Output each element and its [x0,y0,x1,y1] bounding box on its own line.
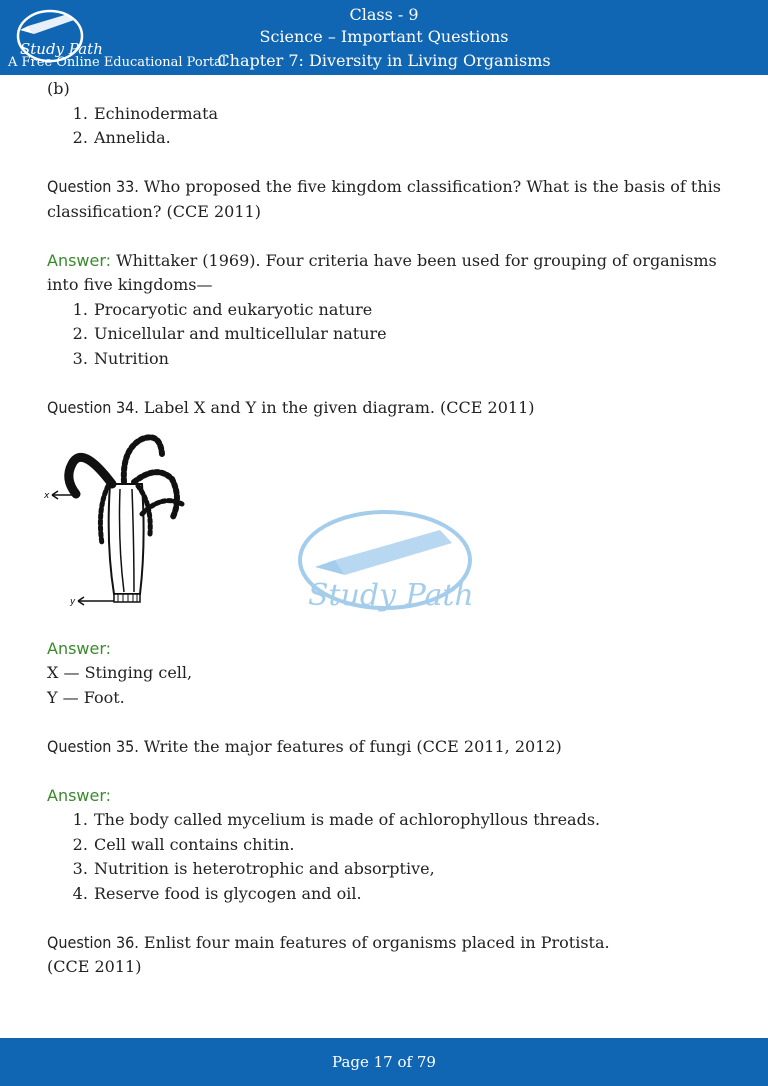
question-text: Label X and Y in the given diagram. (CCE 2011) [138,397,535,417]
question-36-source: (CCE 2011) [47,957,142,976]
question-label: Question 36. [47,932,139,952]
page-header [0,0,768,75]
question-36 [47,931,737,956]
question-34 [47,396,737,421]
question-label: Question 33. [47,177,139,196]
answer-line: X — Stinging cell, [47,663,193,682]
svg-text:Study Path: Study Path [20,40,103,58]
question-label: Question 34. [47,397,139,417]
part-b-label: (b) [47,79,70,98]
list-item: 1. Echinodermata [93,102,737,127]
list-item: 1. Procaryotic and eukaryotic nature [93,298,737,323]
tentacle [100,486,108,544]
question-text: Who proposed the five kingdom classification? What is the basis of this classification? (CCE 2011) [47,177,721,221]
list-item: 3. Nutrition [93,347,737,372]
svg-text:Study Path: Study Path [308,578,474,613]
chapter-title: Chapter 7: Diversity in Living Organisms [217,51,551,70]
answer-line: Y — Foot. [47,687,125,707]
list-item: 4. Reserve food is glycogen and oil. [93,882,737,907]
list-item: 3. Nutrition is heterotrophic and absorptive, [93,857,737,882]
part-b-list [47,102,737,151]
answer-text: Whittaker (1969). Four criteria have been used for grouping of organisms into five kingdoms— [47,250,717,294]
page-current: 17 [373,1053,393,1071]
page-of: of [392,1053,417,1071]
question-33 [47,175,737,224]
list-item: 2. Unicellular and multicellular nature [93,322,737,347]
answer-34-label: Answer: [47,638,112,658]
answer-35-list [47,808,737,906]
answer-33 [47,249,737,298]
answer-label: Answer: [47,250,112,270]
question-text: Enlist four main features of organisms placed in Protista. [138,932,610,952]
list-item: 1. The body called mycelium is made of achlorophyllous threads. [93,808,737,833]
page-total: 79 [416,1053,436,1071]
answer-33-list [47,298,737,372]
logo-tagline: A Free Online Educational Portal [8,55,227,70]
subject-title: Science – Important Questions [259,27,509,46]
list-item: 2. Annelida. [93,126,737,151]
list-item: 2. Cell wall contains chitin. [93,833,737,858]
class-title: Class - 9 [349,5,419,24]
study-path-watermark [290,505,480,625]
hydra-body [109,484,144,594]
page-footer [0,1038,768,1086]
answer-35-label: Answer: [47,785,112,805]
question-label: Question 35. [47,736,139,756]
question-35 [47,735,737,760]
hydra-diagram [42,424,202,619]
label-x: x [44,491,50,501]
question-text: Write the major features of fungi (CCE 2011, 2012) [138,736,562,756]
label-y: y [70,597,76,607]
page-prefix: Page [332,1053,374,1071]
